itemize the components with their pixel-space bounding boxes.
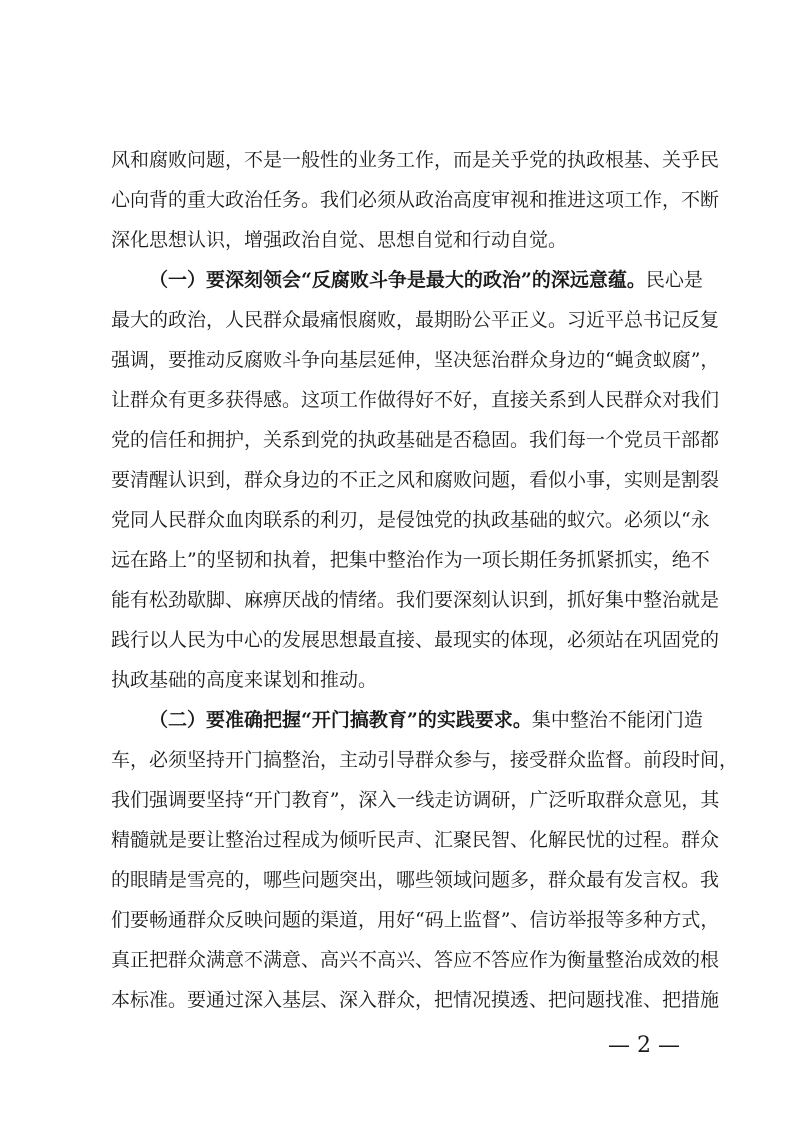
text-line: 心向背的重大政治任务。我们必须从政治高度审视和推进这项工作，不断	[111, 189, 720, 211]
text-line: 践行以人民为中心的发展思想最直接、最现实的体现，必须站在巩固党的	[111, 629, 720, 651]
text-line: 能有松劲歇脚、麻痹厌战的情绪。我们要深刻认识到，抓好集中整治就是	[111, 589, 720, 611]
text-line: 车，必须坚持开门搞整治，主动引导群众参与，接受群众监督。前段时间，	[111, 749, 739, 771]
section-heading: （二）要准确把握“开门搞教育”的实践要求。	[149, 709, 532, 731]
text-line: 执政基础的高度来谋划和推动。	[111, 669, 378, 691]
text-line: 精髓就是要让整治过程成为倾听民声、汇聚民智、化解民忧的过程。群众	[111, 829, 720, 851]
text-line: 党的信任和拥护，关系到党的执政基础是否稳固。我们每一个党员干部都	[111, 429, 720, 451]
text-line: 强调，要推动反腐败斗争向基层延伸，坚决惩治群众身边的“蝇贪蚁腐”，	[111, 349, 720, 371]
text-line: 让群众有更多获得感。这项工作做得好不好，直接关系到人民群众对我们	[111, 389, 720, 411]
text-line: 们要畅通群众反映问题的渠道，用好“码上监督”、信访举报等多种方式，	[111, 909, 720, 931]
section-first-line	[149, 703, 703, 737]
text-line: 我们强调要坚持“开门教育”，深入一线走访调研，广泛听取群众意见，其	[111, 789, 720, 811]
section-lead-text: 民心是	[645, 269, 703, 291]
text-line: 深化思想认识，增强政治自觉、思想自觉和行动自觉。	[111, 229, 568, 251]
section-heading: （一）要深刻领会“反腐败斗争是最大的政治”的深远意蕴。	[149, 269, 646, 291]
text-line: 风和腐败问题，不是一般性的业务工作，而是关乎党的执政根基、关乎民	[111, 149, 720, 171]
text-line: 远在路上”的坚韧和执着，把集中整治作为一项长期任务抓紧抓实，绝不	[111, 549, 710, 571]
text-line: 党同人民群众血肉联系的利刃，是侵蚀党的执政基础的蚁穴。必须以“永	[111, 509, 710, 531]
section-first-line	[149, 263, 703, 297]
text-line: 真正把群众满意不满意、高兴不高兴、答应不答应作为衡量整治成效的根	[111, 949, 720, 971]
text-line: 最大的政治，人民群众最痛恨腐败，最期盼公平正义。习近平总书记反复	[111, 309, 720, 331]
page-number: — 2 —	[608, 1033, 680, 1058]
text-line: 要清醒认识到，群众身边的不正之风和腐败问题，看似小事，实则是割裂	[111, 469, 720, 491]
text-line: 本标准。要通过深入基层、深入群众，把情况摸透、把问题找准、把措施	[111, 989, 720, 1011]
text-line: 的眼睛是雪亮的，哪些问题突出，哪些领域问题多，群众最有发言权。我	[111, 869, 720, 891]
section-lead-text: 集中整治不能闭门造	[531, 709, 703, 731]
